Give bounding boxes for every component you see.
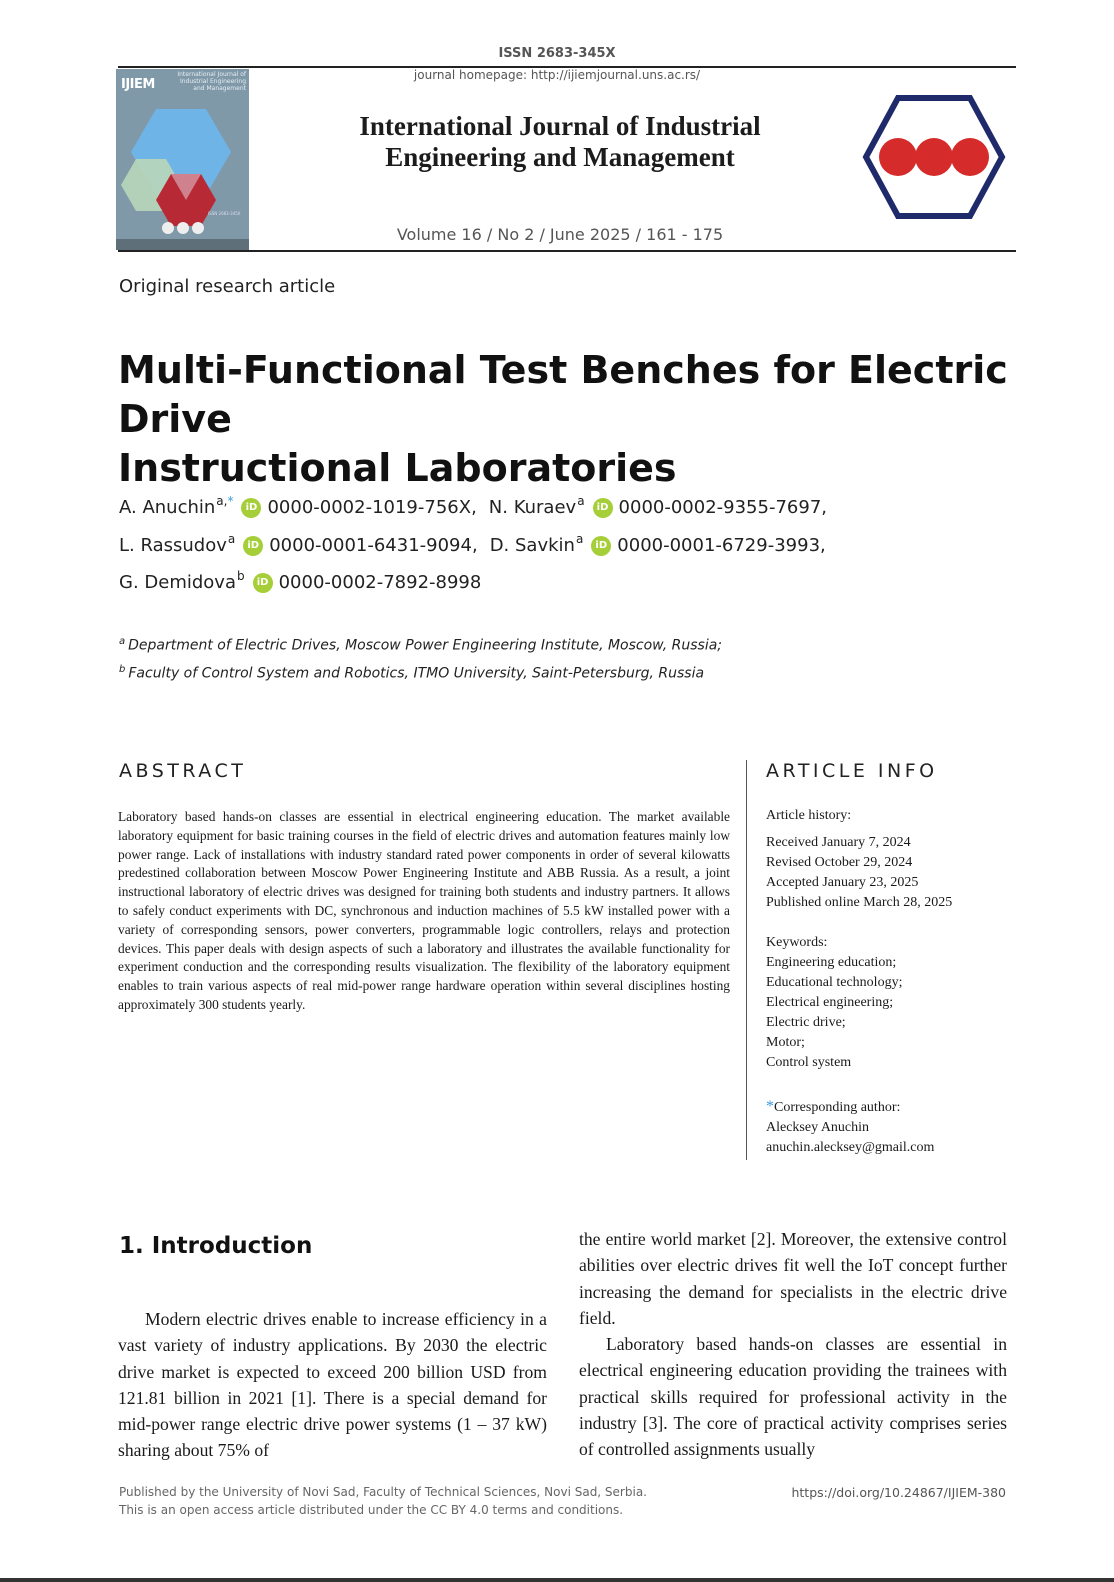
author-affil-sup: a <box>227 531 236 546</box>
cover-abbr: IJIEM <box>121 77 155 92</box>
volume-info: Volume 16 / No 2 / June 2025 / 161 - 175 <box>396 225 724 244</box>
cover-art <box>116 69 249 250</box>
doi-link[interactable]: https://doi.org/10.24867/IJIEM-380 <box>791 1485 1006 1500</box>
article-type: Original research article <box>119 276 336 297</box>
keyword: Control system <box>766 1055 852 1070</box>
orcid-id[interactable]: 0000-0001-6431-9094, <box>269 535 478 556</box>
article-info-heading: ARTICLE INFO <box>766 760 938 782</box>
abstract-text: Laboratory based hands-on classes are essential in electrical engineering education. The market available laboratory equipment for basic training courses in the field of electric drives and automation features mainly low power range. Lack of installations with industry standard rated power components in order of several kilowatts predestined collaboration between Moscow Power Engineering Institute and ABB Russia. As a result, a joint instructional laboratory of electric drives was designed for training both students and industry partners. It allows to safely conduct experiments with DC, synchronous and induction machines of 5.5 kW installed power with a variety of corresponding sensors, power converters, programmable logic controllers, relays and protection devices. This paper deals with design aspects of such a laboratory and illustrates the available functionality for experiment conduction and the corresponding results visualization. The flexibility of the laboratory equipment enables to train various aspects of real mid-power range hardware operation within several disciplines hosting approximately 300 students yearly. <box>118 809 730 1012</box>
header-rule-bottom <box>118 250 1016 252</box>
orcid-icon[interactable]: iD <box>253 573 273 593</box>
cover-title-line: Industrial Engineering <box>179 78 246 85</box>
paragraph: Modern electric drives enable to increase efficiency in a vast variety of industry applications. By 2030 the electric drive market is expected to exceed 200 billion USD from 121.81 billion in 2021 [1]. There is a special demand for mid-power range electric drive power systems (1 – 37 kW) sharing about 75% of <box>118 1309 547 1461</box>
affiliation-text: Faculty of Control System and Robotics, ITMO University, Saint-Petersburg, Russia <box>128 665 705 682</box>
paper-title-line: Instructional Laboratories <box>118 446 677 490</box>
author-sup: a, <box>216 493 228 508</box>
author-line-2 <box>119 531 826 556</box>
footer-publisher: Published by the University of Novi Sad, Faculty of Technical Sciences, Novi Sad, Serbia. <box>119 1485 647 1499</box>
orcid-id[interactable]: 0000-0001-6729-3993, <box>617 535 826 556</box>
orcid-id[interactable]: 0000-0002-1019-756X, <box>267 497 477 518</box>
author-line-1 <box>119 493 827 518</box>
received-date: Received January 7, 2024 <box>766 835 911 850</box>
cover-title-line: International Journal of <box>177 71 246 78</box>
published-date: Published online March 28, 2025 <box>766 895 953 910</box>
affiliation-a <box>119 636 722 654</box>
keyword: Electric drive; <box>766 1015 846 1030</box>
author-affil-sup <box>216 494 233 508</box>
revised-date: Revised October 29, 2024 <box>766 855 913 870</box>
orcid-icon[interactable]: iD <box>593 498 613 518</box>
journal-title <box>290 111 830 173</box>
page-bottom-edge <box>0 1578 1114 1582</box>
author-name: N. Kuraev <box>488 497 577 518</box>
issn: ISSN 2683-345X <box>498 46 616 61</box>
keyword: Educational technology; <box>766 975 903 990</box>
article-info <box>766 806 1016 1172</box>
author-affil-sup: b <box>236 568 245 583</box>
corresponding-star: * <box>766 1098 774 1115</box>
author-affil-sup: a <box>575 531 584 546</box>
journal-logo <box>862 94 1006 220</box>
column-divider <box>746 760 747 1160</box>
cover-issn: ISSN 2683-345X <box>208 211 241 216</box>
intro-column-left <box>118 1306 547 1464</box>
corresponding-label-line <box>766 1097 1016 1118</box>
affiliation-b <box>119 664 704 682</box>
abstract-heading: ABSTRACT <box>119 760 247 782</box>
keyword: Engineering education; <box>766 955 897 970</box>
orcid-id[interactable]: 0000-0002-7892-8998 <box>278 572 482 593</box>
cover-title-line: and Management <box>193 85 246 92</box>
logo-circle <box>915 138 953 176</box>
paragraph: Laboratory based hands-on classes are essential in electrical engineering education providing the trainees with practical skills required for professional activity in the industry [3]. The core of practical activity comprises series of controlled assignments usually <box>579 1334 1007 1460</box>
journal-title-line: International Journal of Industrial <box>359 111 761 141</box>
introduction-heading: 1. Introduction <box>119 1233 313 1259</box>
logo-circle <box>879 138 917 176</box>
keywords-label: Keywords: <box>766 935 828 950</box>
corresponding-name: Alecksey Anuchin <box>766 1120 870 1135</box>
keyword: Electrical engineering; <box>766 995 894 1010</box>
history-label: Article history: <box>766 808 852 823</box>
corresponding-label: Corresponding author: <box>774 1100 901 1115</box>
corresponding-star: * <box>227 493 234 508</box>
affiliation-text: Department of Electric Drives, Moscow Power Engineering Institute, Moscow, Russia; <box>128 637 722 654</box>
paragraph: the entire world market [2]. Moreover, the extensive control abilities over electric drives fit well the IoT concept further increasing the demand for specialists in the electric drive field. <box>579 1229 1007 1328</box>
corresponding-author <box>766 1097 1016 1158</box>
logo-circle <box>951 138 989 176</box>
orcid-id[interactable]: 0000-0002-9355-7697, <box>618 497 827 518</box>
author-affil-sup: a <box>577 493 585 508</box>
keywords <box>766 933 1016 1073</box>
affiliation-sup: a <box>119 636 126 647</box>
journal-cover-image <box>116 69 249 250</box>
paper-title <box>118 346 1018 493</box>
orcid-icon[interactable]: iD <box>243 536 263 556</box>
author-name: G. Demidova <box>119 572 236 593</box>
journal-title-line: Engineering and Management <box>385 142 735 172</box>
affiliation-sup: b <box>119 664 126 675</box>
journal-homepage-link[interactable]: journal homepage: http://ijiemjournal.uns.ac.rs/ <box>413 68 701 82</box>
intro-column-right <box>579 1226 1007 1463</box>
orcid-icon[interactable]: iD <box>241 498 261 518</box>
accepted-date: Accepted January 23, 2025 <box>766 875 919 890</box>
author-name: A. Anuchin <box>119 497 216 518</box>
corresponding-email[interactable]: anuchin.alecksey@gmail.com <box>766 1140 935 1155</box>
author-line-3 <box>119 568 482 593</box>
keyword: Motor; <box>766 1035 805 1050</box>
article-history <box>766 806 1016 913</box>
footer-license: This is an open access article distributed under the CC BY 4.0 terms and conditions. <box>119 1503 624 1517</box>
author-name: D. Savkin <box>489 535 575 556</box>
orcid-icon[interactable]: iD <box>591 536 611 556</box>
cover-title <box>170 71 246 92</box>
paper-title-line: Multi-Functional Test Benches for Electric Drive <box>118 348 1008 441</box>
author-name: L. Rassudov <box>119 535 227 556</box>
